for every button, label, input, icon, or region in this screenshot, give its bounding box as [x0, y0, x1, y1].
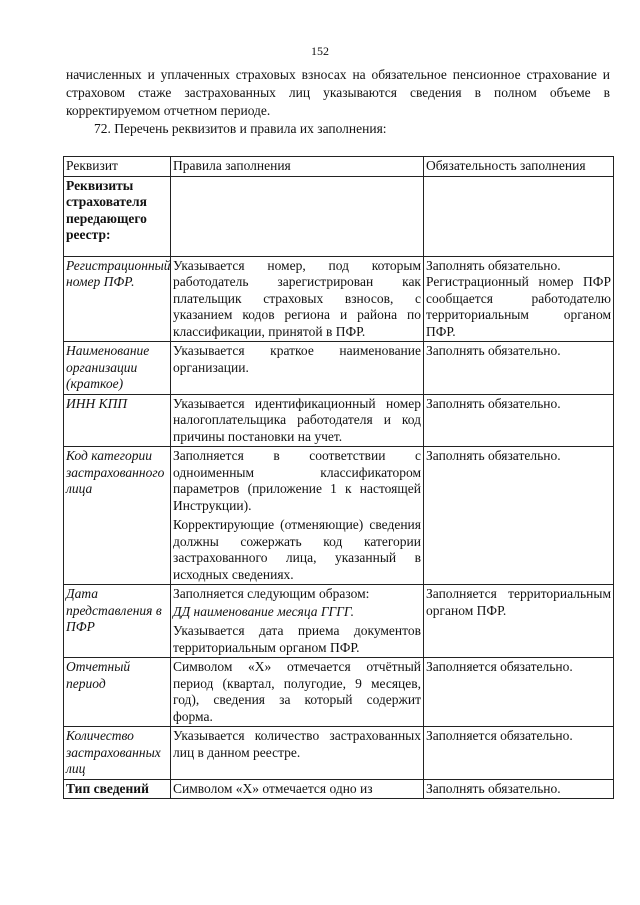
table-row [64, 256, 614, 342]
row-obligation [424, 585, 614, 658]
obligation-text: Заполнять обязательно. [426, 343, 561, 358]
table-row [64, 585, 614, 658]
row-rules [171, 256, 424, 342]
table-row [64, 779, 614, 799]
header-rules: Правила заполнения [171, 157, 424, 177]
table-row [64, 727, 614, 780]
row-rules [171, 779, 424, 799]
rule-text: Указывается дата приема документов территориальным органом ПФР. [173, 623, 421, 655]
empty-cell [171, 176, 424, 256]
row-obligation [424, 394, 614, 447]
row-label: Дата представления в ПФР [64, 585, 171, 658]
list-item-heading: 72. Перечень реквизитов и правила их заполнения: [94, 121, 387, 136]
obligation-note: Регистрационный номер ПФР сообщается работодателю территориальным органом ПФР. [426, 274, 611, 339]
row-obligation [424, 779, 614, 799]
section-title: Реквизиты страхователя передающего реестр: [64, 176, 171, 256]
row-label: Отчетный период [64, 658, 171, 727]
obligation-text: Заполнять обязательно. [426, 395, 561, 411]
row-obligation [424, 727, 614, 780]
section-row [64, 176, 614, 256]
rule-text: Указывается номер, под которым работодатель зарегистрирован как плательщик страховых взносов, с указанием кодов региона и района по классификации, принятой в ПФР. [173, 257, 421, 339]
obligation-text: Заполняется обязательно. [426, 728, 573, 743]
row-rules [171, 658, 424, 727]
obligation-text: Заполнять обязательно. [426, 257, 561, 273]
empty-cell [424, 176, 614, 256]
row-rules [171, 394, 424, 447]
obligation-text: Заполняется обязательно. [426, 659, 573, 674]
header-requisite: Реквизит [64, 157, 171, 177]
rule-text: Заполняется в соответствии с одноименным классификатором параметров (приложение 1 к настоящей Инструкции). [173, 448, 421, 513]
header-obligation: Обязательность заполнения [424, 157, 614, 177]
date-format-text: ДД наименование месяца ГГГГ. [173, 603, 354, 619]
row-label: Тип сведений [64, 779, 171, 799]
table-header-row [64, 157, 614, 177]
row-label: Регистрационный номер ПФР. [64, 256, 171, 342]
rule-text: Корректирующие (отменяющие) сведения должны сожержать код категории застрахованного лица, указанный в исходных сведениях. [173, 517, 421, 582]
rule-text: Символом «Х» отмечается отчётный период (квартал, полугодие, 9 месяцев, год), сведения за который содержит форма. [173, 659, 421, 724]
row-label: Код категории застрахованного лица [64, 447, 171, 585]
rule-text: Символом «Х» отмечается одно из [173, 780, 373, 796]
requisites-table [63, 156, 614, 799]
obligation-text: Заполнять обязательно. [426, 448, 561, 463]
rule-text: Указывается количество застрахованных лиц в данном реестре. [173, 728, 421, 760]
table-row [64, 658, 614, 727]
intro-text [66, 66, 610, 138]
rule-text: Указывается идентификационный номер налогоплательщика работодателя и код причины постановки на учет. [173, 395, 421, 444]
intro-paragraph: начисленных и уплаченных страховых взносах на обязательное пенсионное страхование и страховом стаже застрахованных лиц указываются сведения в полном объеме в корректируемом отчетном периоде. [66, 67, 610, 118]
rule-text: Заполняется следующим образом: [173, 586, 370, 601]
obligation-text: Заполнять обязательно. [426, 780, 561, 796]
page-number: 152 [311, 44, 329, 58]
rule-text: Указывается краткое наименование организации. [173, 343, 421, 375]
table-row [64, 447, 614, 585]
table-row [64, 394, 614, 447]
row-label: Количество застрахованных лиц [64, 727, 171, 780]
row-obligation [424, 342, 614, 395]
row-obligation [424, 256, 614, 342]
row-label: Наименование организации (краткое) [64, 342, 171, 395]
row-obligation [424, 658, 614, 727]
row-label: ИНН КПП [64, 394, 171, 447]
table-row [64, 342, 614, 395]
row-rules [171, 585, 424, 658]
row-obligation [424, 447, 614, 585]
obligation-text: Заполняется территориальным органом ПФР. [426, 586, 611, 618]
row-rules [171, 727, 424, 780]
row-rules [171, 342, 424, 395]
row-rules [171, 447, 424, 585]
